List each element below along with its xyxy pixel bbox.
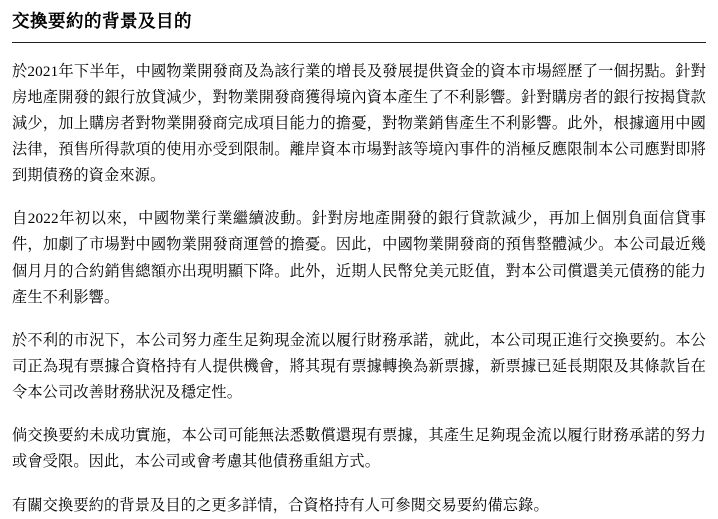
page-title: 交換要約的背景及目的 [12,11,192,31]
paragraph-2: 自2022年初以來，中國物業行業繼續波動。針對房地產開發的銀行貸款減少，再加上個別負面信貸事件，加劇了市場對中國物業開發商運營的擔憂。因此，中國物業開發商的預售整體減少。本公司最近幾個月月的合約銷售總額亦出現明顯下降。此外，近期人民幣兌美元貶值，對本公司償還美元債務的能力產生不利影響。 [12,210,706,306]
paragraph-5: 有關交換要約的背景及目的之更多詳情，合資格持有人可參閱交易要約備忘錄。 [12,496,549,514]
paragraph-4: 倘交換要約未成功實施，本公司可能無法悉數償還現有票據，其產生足夠現金流以履行財務承諾的努力或會受限。因此，本公司或會考慮其他債務重組方式。 [12,427,706,471]
title-divider [12,42,706,43]
paragraph-1: 於2021年下半年，中國物業開發商及為該行業的增長及發展提供資金的資本市場經歷了一個拐點。針對房地產開發的銀行放貸減少，對物業開發商獲得境內資本產生了不利影響。針對購房者的銀行按揭貸款減少，加上購房者對物業開發商完成項目能力的擔憂，對物業銷售產生不利影響。此外，根據適用中國法律，預售所得款項的使用亦受到限制。離岸資本市場對該等境內事件的消極反應限制本公司應對即將到期債務的資金來源。 [12,62,706,185]
paragraph-3: 於不利的市況下，本公司努力產生足夠現金流以履行財務承諾，就此，本公司現正進行交換要約。本公司正為現有票據合資格持有人提供機會，將其現有票據轉換為新票據，新票據已延長期限及其條款旨在令本公司改善財務狀況及穩定性。 [12,331,706,402]
